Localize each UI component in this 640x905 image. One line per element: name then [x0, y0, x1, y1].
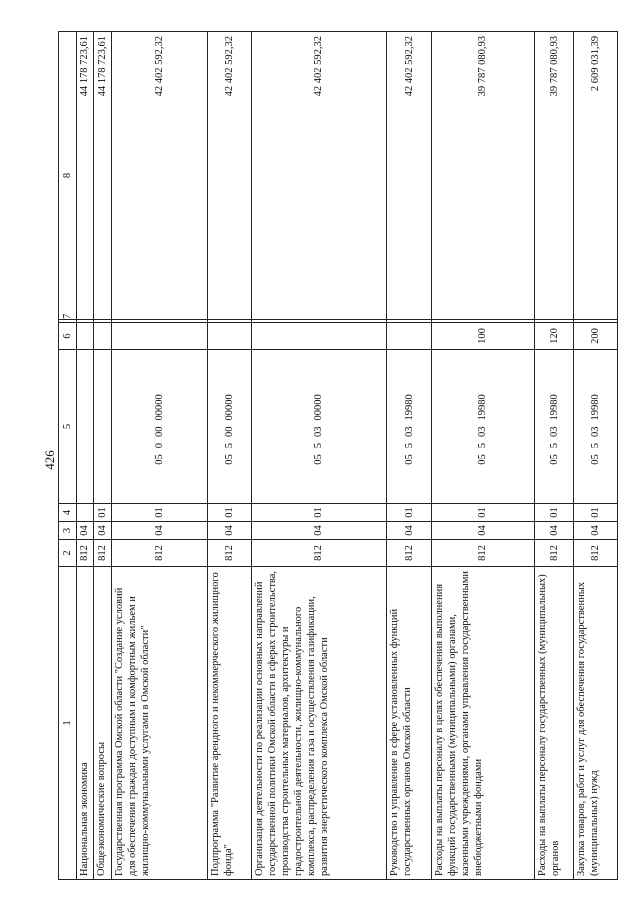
row-name: Государственная программа Омской области "Создание условий для обеспечения граждан доступным и комфортным жильем и жилищно-коммунальными услугами в Омской области" — [111, 567, 207, 880]
code-c5: 01 — [574, 504, 618, 522]
table-row — [387, 32, 432, 880]
table-row — [251, 32, 387, 880]
amount: 42 402 592,32 — [251, 32, 387, 320]
code-c3: 812 — [251, 540, 387, 567]
code-c6-segment: 5 — [548, 443, 560, 449]
code-c4: 04 — [534, 522, 573, 540]
code-c6 — [94, 350, 112, 504]
code-c6-segment: 5 — [403, 443, 415, 449]
amount: 44 178 723,61 — [76, 32, 94, 320]
code-c3: 812 — [207, 540, 251, 567]
code-c6-segment: 5 — [223, 443, 235, 449]
table-row — [111, 32, 207, 880]
header-row — [59, 32, 77, 880]
code-c4: 04 — [94, 522, 112, 540]
row-name: Расходы на выплаты персоналу в целях обеспечения выполнения функций государственными (муниципальными) органами, казенными учреждениями, органами управления государственными внебюджетными фондами — [432, 567, 535, 880]
amount: 39 787 080,93 — [534, 32, 573, 320]
code-c6-segment: 19980 — [403, 394, 415, 421]
code-c4: 04 — [76, 522, 94, 540]
header-cell: 2 — [59, 540, 77, 567]
amount: 44 178 723,61 — [94, 32, 112, 320]
amount: 42 402 592,32 — [387, 32, 432, 320]
code-c6-segment: 05 — [548, 454, 560, 465]
code-c6-segment: 00000 — [223, 394, 235, 421]
code-c5: 01 — [207, 504, 251, 522]
header-cell: 3 — [59, 522, 77, 540]
header-cell: 5 — [59, 350, 77, 504]
code-c7 — [111, 323, 207, 350]
code-c3: 812 — [111, 540, 207, 567]
code-c7 — [76, 323, 94, 350]
code-c6 — [251, 350, 387, 504]
amount: 42 402 592,32 — [111, 32, 207, 320]
budget-table-rotated — [58, 32, 618, 880]
code-c3: 812 — [94, 540, 112, 567]
code-c6 — [76, 350, 94, 504]
row-name: Организация деятельности по реализации основных направлений государственной политики Омской области в сферах строительства, производства строительных материалов, архитектуры и градостроительной деятельности, жилищно-коммунального комплекса, распределения газа и осуществления газификации, развития энергетического комплекса Омской области — [251, 567, 387, 880]
code-c6-segment: 19980 — [548, 394, 560, 421]
code-c6-segment: 00 — [223, 426, 235, 437]
code-c6-segment: 0 — [153, 443, 165, 449]
row-name: Расходы на выплаты персоналу государственных (муниципальных) органов — [534, 567, 573, 880]
spacer-cell — [534, 320, 573, 323]
code-c4: 04 — [251, 522, 387, 540]
table-row — [207, 32, 251, 880]
code-c7 — [251, 323, 387, 350]
code-c5: 01 — [432, 504, 535, 522]
code-c6-segment: 00000 — [153, 394, 165, 421]
table-row — [94, 32, 112, 880]
table-row — [432, 32, 535, 880]
code-c5: 01 — [111, 504, 207, 522]
budget-table — [58, 31, 618, 880]
row-name: Закупка товаров, работ и услуг для обеспечения государственных (муниципальных) нужд — [574, 567, 618, 880]
code-c6-segment: 5 — [313, 443, 325, 449]
spacer-cell — [432, 320, 535, 323]
page-number: 426 — [42, 450, 57, 470]
header-cell: 6 — [59, 323, 77, 350]
code-c6 — [534, 350, 573, 504]
code-c3: 812 — [574, 540, 618, 567]
header-cell: 8 — [59, 32, 77, 320]
code-c5: 01 — [387, 504, 432, 522]
code-c6-segment: 03 — [313, 426, 325, 437]
code-c7: 200 — [574, 323, 618, 350]
code-c7 — [387, 323, 432, 350]
code-c3: 812 — [432, 540, 535, 567]
code-c6-segment: 03 — [477, 426, 489, 437]
code-c6-segment: 19980 — [477, 394, 489, 421]
row-name: Руководство и управление в сфере установленных функций государственных органов Омской области — [387, 567, 432, 880]
header-cell: 1 — [59, 567, 77, 880]
row-name: Национальная экономика — [76, 567, 94, 880]
table-row — [76, 32, 94, 880]
code-c4: 04 — [111, 522, 207, 540]
code-c6-segment: 5 — [590, 443, 602, 449]
code-c6 — [387, 350, 432, 504]
spacer-cell — [111, 320, 207, 323]
code-c5: 01 — [534, 504, 573, 522]
header-cell: 4 — [59, 504, 77, 522]
spacer-cell — [76, 320, 94, 323]
code-c6-segment: 05 — [590, 454, 602, 465]
spacer-cell — [94, 320, 112, 323]
row-name: Подпрограмма "Развитие арендного и некоммерческого жилищного фонда" — [207, 567, 251, 880]
code-c7: 120 — [534, 323, 573, 350]
code-c6-segment: 05 — [153, 454, 165, 465]
code-c7: 100 — [432, 323, 535, 350]
table-row — [534, 32, 573, 880]
spacer-cell — [387, 320, 432, 323]
amount: 2 609 031,39 — [574, 32, 618, 320]
row-name: Общеэкономические вопросы — [94, 567, 112, 880]
code-c7 — [94, 323, 112, 350]
amount: 39 787 080,93 — [432, 32, 535, 320]
spacer-cell — [207, 320, 251, 323]
code-c5: 01 — [94, 504, 112, 522]
code-c6-segment: 03 — [403, 426, 415, 437]
code-c6 — [111, 350, 207, 504]
code-c6-segment: 05 — [403, 454, 415, 465]
amount: 42 402 592,32 — [207, 32, 251, 320]
code-c6 — [207, 350, 251, 504]
header-cell: 7 — [59, 320, 77, 323]
code-c6-segment: 03 — [590, 426, 602, 437]
table-row — [574, 32, 618, 880]
code-c4: 04 — [387, 522, 432, 540]
code-c4: 04 — [207, 522, 251, 540]
code-c4: 04 — [574, 522, 618, 540]
code-c4: 04 — [432, 522, 535, 540]
code-c6-segment: 00000 — [313, 394, 325, 421]
code-c6-segment: 03 — [548, 426, 560, 437]
code-c6 — [574, 350, 618, 504]
code-c5 — [76, 504, 94, 522]
code-c3: 812 — [76, 540, 94, 567]
code-c6 — [432, 350, 535, 504]
code-c6-segment: 00 — [153, 426, 165, 437]
code-c6-segment: 19980 — [590, 394, 602, 421]
code-c7 — [207, 323, 251, 350]
code-c6-segment: 05 — [223, 454, 235, 465]
spacer-cell — [251, 320, 387, 323]
spacer-cell — [574, 320, 618, 323]
code-c6-segment: 05 — [313, 454, 325, 465]
code-c6-segment: 5 — [477, 443, 489, 449]
code-c5: 01 — [251, 504, 387, 522]
code-c3: 812 — [534, 540, 573, 567]
code-c3: 812 — [387, 540, 432, 567]
code-c6-segment: 05 — [477, 454, 489, 465]
